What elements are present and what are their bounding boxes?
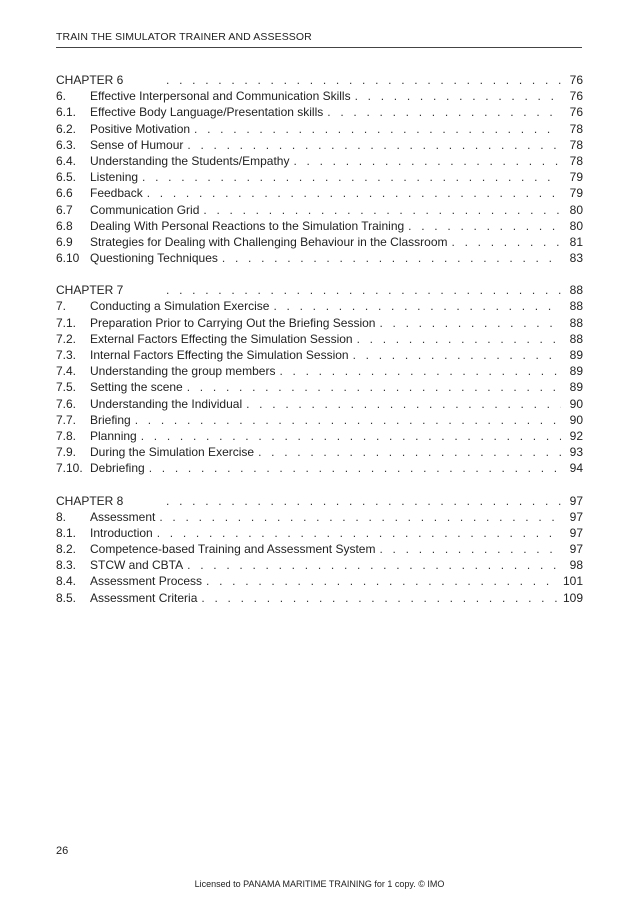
toc-entry-title: Internal Factors Effecting the Simulation Session bbox=[90, 348, 349, 362]
toc-page-number: 94 bbox=[569, 461, 583, 476]
toc-page-number: 88 bbox=[569, 331, 583, 346]
toc-entry-number: 6.8 bbox=[56, 218, 73, 233]
toc-chapter-label: CHAPTER 7 bbox=[56, 283, 124, 298]
toc-entry-row[interactable] bbox=[56, 137, 583, 153]
toc-page-number: 81 bbox=[569, 234, 583, 249]
toc-leader-dots bbox=[147, 185, 561, 201]
toc-leader-dots bbox=[246, 396, 561, 412]
toc-section-chapter-8 bbox=[56, 493, 583, 606]
toc-entry-row[interactable] bbox=[56, 573, 583, 589]
toc-entry-number: 8.4. bbox=[56, 574, 77, 589]
toc-leader-dots bbox=[222, 250, 561, 266]
toc-leader-dots bbox=[166, 72, 561, 88]
toc-entry-title: Questioning Techniques bbox=[90, 251, 218, 266]
toc-leader-dots bbox=[159, 509, 561, 525]
toc-leader-dots bbox=[408, 218, 561, 234]
toc-page-number: 88 bbox=[569, 299, 583, 314]
toc-page-number: 78 bbox=[569, 121, 583, 136]
toc-entry-number: 6.5. bbox=[56, 170, 77, 185]
toc-leader-dots bbox=[357, 331, 561, 347]
toc-leader-dots bbox=[452, 234, 561, 250]
toc-page-number: 88 bbox=[569, 315, 583, 330]
toc-entry-row[interactable] bbox=[56, 218, 583, 234]
toc-entry-number: 6.6 bbox=[56, 186, 73, 201]
toc-entry-title: Setting the scene bbox=[90, 380, 183, 395]
toc-entry-title: Conducting a Simulation Exercise bbox=[90, 299, 270, 314]
toc-entry-title: Communication Grid bbox=[90, 202, 200, 217]
toc-entry-number: 7.10. bbox=[56, 461, 83, 476]
toc-entry-number: 7.8. bbox=[56, 428, 77, 443]
toc-page-number: 90 bbox=[569, 396, 583, 411]
toc-leader-dots bbox=[187, 379, 561, 395]
toc-page-number: 97 bbox=[569, 509, 583, 524]
toc-leader-dots bbox=[141, 428, 561, 444]
toc-entry-row[interactable] bbox=[56, 396, 583, 412]
toc-entry-number: 6.2. bbox=[56, 121, 77, 136]
toc-page-number: 80 bbox=[569, 218, 583, 233]
toc-leader-dots bbox=[187, 137, 561, 153]
toc-entry-number: 7.6. bbox=[56, 396, 77, 411]
toc-chapter-label: CHAPTER 6 bbox=[56, 73, 124, 87]
toc-page-number: 79 bbox=[569, 170, 583, 185]
toc-entry-number: 7.9. bbox=[56, 445, 77, 460]
toc-page-number: 76 bbox=[569, 73, 583, 87]
toc-entry-number: 7. bbox=[56, 299, 67, 314]
toc-leader-dots bbox=[327, 104, 561, 120]
toc-entry-title: Effective Body Language/Presentation skills bbox=[90, 105, 324, 120]
toc-leader-dots bbox=[187, 557, 561, 573]
toc-leader-dots bbox=[149, 460, 561, 476]
toc-entry-row[interactable] bbox=[56, 379, 583, 395]
toc-entry-number: 8.5. bbox=[56, 590, 77, 605]
toc-page-number: 97 bbox=[569, 542, 583, 557]
toc-entry-row[interactable] bbox=[56, 331, 583, 347]
toc-leader-dots bbox=[194, 121, 561, 137]
toc-entry-number: 7.5. bbox=[56, 380, 77, 395]
toc-entry-title: During the Simulation Exercise bbox=[90, 445, 255, 460]
toc-leader-dots bbox=[273, 298, 561, 314]
toc-page-number: 88 bbox=[569, 283, 583, 298]
toc-entry-number: 6.7 bbox=[56, 202, 73, 217]
toc-page-number: 92 bbox=[569, 428, 583, 443]
toc-entry-title: Dealing With Personal Reactions to the Simulation Training bbox=[90, 218, 405, 233]
toc-entry-title: Briefing bbox=[90, 412, 131, 427]
toc-entry-row[interactable] bbox=[56, 88, 583, 104]
toc-entry-number: 6.1. bbox=[56, 105, 77, 120]
toc-entry-title: Sense of Humour bbox=[90, 137, 184, 152]
toc-entry-row[interactable] bbox=[56, 444, 583, 460]
toc-entry-number: 8.1. bbox=[56, 525, 77, 540]
toc-page-number: 98 bbox=[569, 558, 583, 573]
toc-entry-row[interactable] bbox=[56, 234, 583, 250]
toc-entry-title: STCW and CBTA bbox=[90, 558, 184, 573]
toc-entry-row[interactable] bbox=[56, 509, 583, 525]
toc-entry-title: Positive Motivation bbox=[90, 121, 191, 136]
toc-leader-dots bbox=[355, 88, 561, 104]
toc-entry-number: 8.3. bbox=[56, 558, 77, 573]
toc-entry-number: 7.4. bbox=[56, 364, 77, 379]
toc-leader-dots bbox=[379, 315, 561, 331]
toc-entry-title: Understanding the Individual bbox=[90, 396, 243, 411]
toc-entry-title: Understanding the Students/Empathy bbox=[90, 153, 290, 168]
toc-entry-number: 6.10 bbox=[56, 251, 80, 266]
toc-entry-row[interactable] bbox=[56, 315, 583, 331]
toc-entry-row[interactable] bbox=[56, 185, 583, 201]
toc-page-number: 93 bbox=[569, 445, 583, 460]
toc-entry-row[interactable] bbox=[56, 428, 583, 444]
toc-entry-number: 6.9 bbox=[56, 234, 73, 249]
toc-entry-title: Understanding the group members bbox=[90, 364, 276, 379]
toc-entry-title: Introduction bbox=[90, 525, 153, 540]
toc-page-number: 97 bbox=[569, 493, 583, 508]
toc-leader-dots bbox=[353, 347, 561, 363]
toc-entry-row[interactable] bbox=[56, 169, 583, 185]
toc-entry-title: Strategies for Dealing with Challenging Behaviour in the Classroom bbox=[90, 234, 448, 249]
toc-leader-dots bbox=[201, 590, 559, 606]
toc-page-number: 80 bbox=[569, 202, 583, 217]
toc-entry-number: 6.4. bbox=[56, 153, 77, 168]
toc-page-number: 89 bbox=[569, 380, 583, 395]
toc-leader-dots bbox=[166, 282, 561, 298]
toc-leader-dots bbox=[206, 573, 559, 589]
toc-entry-number: 7.2. bbox=[56, 331, 77, 346]
toc-entry-row[interactable] bbox=[56, 347, 583, 363]
toc-entry-row[interactable] bbox=[56, 202, 583, 218]
toc-leader-dots bbox=[293, 153, 561, 169]
toc-entry-row[interactable] bbox=[56, 153, 583, 169]
toc-page-number: 90 bbox=[569, 412, 583, 427]
toc-page-number: 78 bbox=[569, 153, 583, 168]
toc-chapter-label: CHAPTER 8 bbox=[56, 493, 124, 508]
toc-section-chapter-7 bbox=[56, 282, 583, 476]
toc-entry-title: Assessment Criteria bbox=[90, 590, 198, 605]
toc-entry-title: Listening bbox=[90, 170, 139, 185]
toc-entry-number: 6.3. bbox=[56, 137, 77, 152]
toc-entry-title: Planning bbox=[90, 428, 137, 443]
toc-entry-title: Feedback bbox=[90, 186, 143, 201]
toc-leader-dots bbox=[203, 202, 561, 218]
toc-entry-row[interactable] bbox=[56, 541, 583, 557]
toc-entry-title: Competence-based Training and Assessment System bbox=[90, 542, 376, 557]
toc-entry-title: Effective Interpersonal and Communication Skills bbox=[90, 89, 351, 104]
running-header: TRAIN THE SIMULATOR TRAINER AND ASSESSOR bbox=[56, 31, 582, 48]
toc-entry-row[interactable] bbox=[56, 412, 583, 428]
toc-page-number: 89 bbox=[569, 348, 583, 362]
toc-page-number: 76 bbox=[569, 89, 583, 104]
toc-entry-number: 8.2. bbox=[56, 542, 77, 557]
toc-page-number: 78 bbox=[569, 137, 583, 152]
toc-chapter-row[interactable] bbox=[56, 72, 583, 88]
toc-entry-number: 7.7. bbox=[56, 412, 77, 427]
license-footer: Licensed to PANAMA MARITIME TRAINING for 1 copy. © IMO bbox=[194, 879, 445, 889]
toc-page-number: 79 bbox=[569, 186, 583, 201]
toc-entry-title: Assessment bbox=[90, 509, 156, 524]
toc-entry-number: 8. bbox=[56, 509, 67, 524]
toc-page-number: 83 bbox=[569, 251, 583, 266]
toc-entry-number: 7.1. bbox=[56, 315, 77, 330]
toc-entry-number: 7.3. bbox=[56, 348, 77, 362]
toc-page-number: 89 bbox=[569, 364, 583, 379]
toc-entry-title: Assessment Process bbox=[90, 574, 203, 589]
toc-entry-row[interactable] bbox=[56, 363, 583, 379]
toc-leader-dots bbox=[379, 541, 561, 557]
toc-entry-row[interactable] bbox=[56, 557, 583, 573]
toc-entry-row[interactable] bbox=[56, 298, 583, 314]
toc-leader-dots bbox=[166, 493, 561, 509]
toc-section-chapter-6 bbox=[56, 72, 583, 266]
toc-entry-row[interactable] bbox=[56, 104, 583, 120]
toc-page-number: 76 bbox=[569, 105, 583, 120]
toc-chapter-row[interactable] bbox=[56, 282, 583, 298]
toc-entry-title: External Factors Effecting the Simulation Session bbox=[90, 331, 353, 346]
toc-leader-dots bbox=[157, 525, 561, 541]
toc-entry-row[interactable] bbox=[56, 460, 583, 476]
toc-page-number: 109 bbox=[562, 590, 583, 605]
table-of-contents bbox=[56, 72, 583, 622]
toc-leader-dots bbox=[142, 169, 561, 185]
toc-entry-number: 6. bbox=[56, 89, 67, 104]
toc-entry-row[interactable] bbox=[56, 525, 583, 541]
toc-entry-title: Preparation Prior to Carrying Out the Briefing Session bbox=[90, 315, 376, 330]
toc-chapter-row[interactable] bbox=[56, 493, 583, 509]
toc-leader-dots bbox=[258, 444, 561, 460]
toc-entry-row[interactable] bbox=[56, 250, 583, 266]
toc-page-number: 101 bbox=[562, 574, 583, 589]
toc-leader-dots bbox=[135, 412, 561, 428]
toc-entry-row[interactable] bbox=[56, 590, 583, 606]
page-number: 26 bbox=[56, 845, 69, 857]
toc-leader-dots bbox=[279, 363, 561, 379]
toc-page-number: 97 bbox=[569, 525, 583, 540]
toc-entry-row[interactable] bbox=[56, 121, 583, 137]
toc-entry-title: Debriefing bbox=[90, 461, 145, 476]
